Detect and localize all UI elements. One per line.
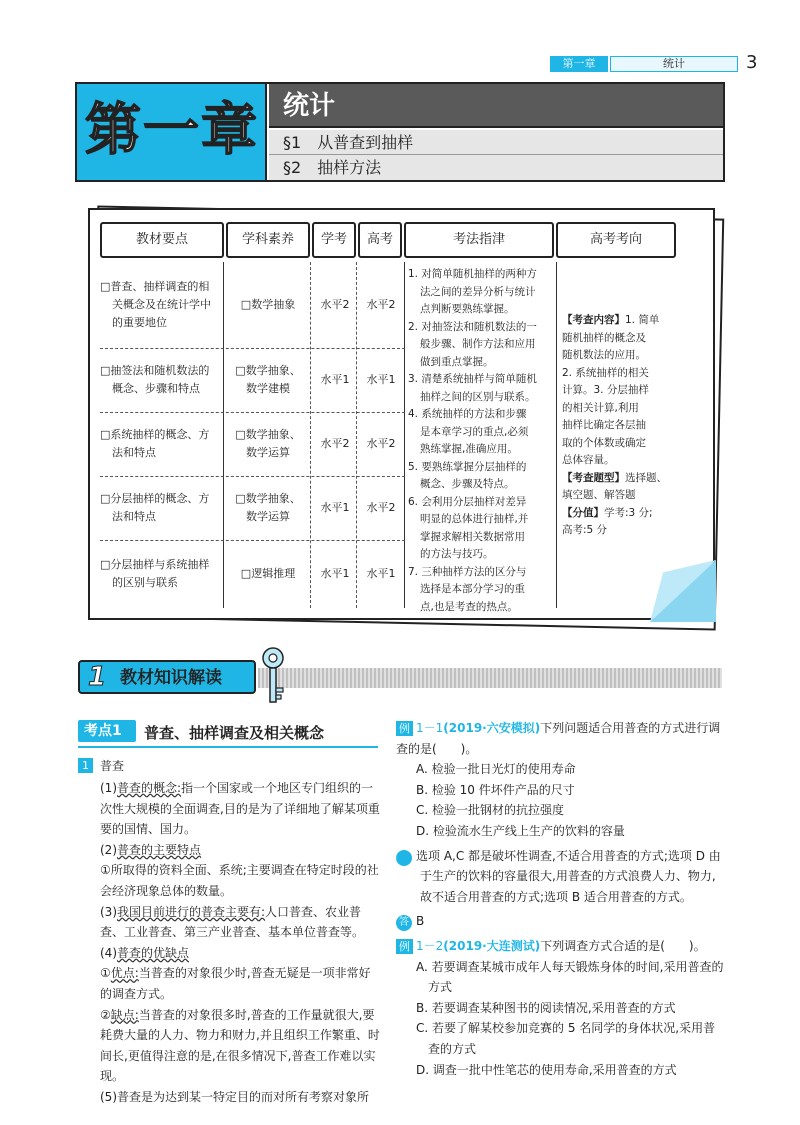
cell-gaokao: 水平2	[366, 501, 396, 514]
section-1-title: §1 从普查到抽样	[269, 130, 723, 155]
kaodian-tag: 考点1	[78, 720, 136, 742]
running-header	[550, 52, 760, 74]
kaodian-title: 普查、抽样调查及相关概念	[144, 724, 325, 742]
example-1-solution: 解 选项 A,C 都是破坏性调查,不适合用普查的方式;选项 D 由于生产的饮料的容量很大,用普查的方式浪费人力、物力,故不适合用普查的方式;选项 B 适合用普查的方式。	[387, 848, 721, 904]
option: B. 检验 10 件坏件产品的尺寸	[416, 782, 575, 797]
section-number: 1	[88, 662, 107, 692]
cell-point: □分层抽样与系统抽样 的区别与联系	[100, 558, 210, 589]
solution-tag: 解	[396, 850, 412, 866]
section-2-title: §2 抽样方法	[269, 155, 723, 180]
th-xuekao: 学考	[312, 222, 356, 258]
paragraph: (4)普查的优缺点	[100, 945, 190, 960]
option: D. 调查一批中性笔芯的使用寿命,采用普查的方式	[416, 1062, 677, 1077]
chapter-banner	[75, 82, 725, 182]
cell-xuekao: 水平1	[320, 373, 350, 386]
kaodian-underline	[78, 746, 378, 748]
th-method-guide: 考法指津	[404, 222, 554, 258]
th-key-points: 教材要点	[100, 222, 224, 258]
chapter-title: 第一章	[85, 98, 259, 163]
answer-tag: 答	[396, 915, 412, 931]
method-guide-text: 1. 对简单随机抽样的两种方 法之间的差异分析与统计 点判断要熟练掌握。 2. 对抽签法和随机数法的一 般步骤、制作方法和应用 做到重点掌握。 3. 清楚系统抽样与简单随机 抽样之间的区别与联系。 4. 系统抽样的方法和步骤 是本章学习的重点,必须 熟练掌握,准确应用。 5. 要熟练掌握分层抽样的 概念、步骤及特点。 6. 会利用分层抽样对差异 明显的总体进行抽样,并 掌握求解相关数据常用 的方法与技巧。 7. 三种抽样方法的区分与 选择是本部分学习的重 点,也是考查的热点。	[408, 268, 537, 613]
cell-point: □抽签法和随机数法的 概念、步骤和特点	[100, 364, 210, 395]
cell-literacy: □逻辑推理	[240, 567, 296, 580]
table-row	[100, 262, 400, 348]
example-1-question: 例 1－1(2019·六安模拟)下列问题适合用普查的方式进行调查的是( )。	[396, 721, 721, 756]
cell-literacy: □数学抽象、 数学建模	[235, 364, 301, 395]
th-direction: 高考考向	[556, 222, 676, 258]
option: D. 检验流水生产线上生产的饮料的容量	[416, 823, 625, 838]
subsection-label: 普查	[100, 759, 125, 773]
paragraph: (1)普查的概念:指一个国家或一个地区专门组织的一次性大规模的全面调查,目的是为了详细地了解某项重要的国情、国力。	[100, 781, 380, 837]
cell-point: □系统抽样的概念、方 法和特点	[100, 428, 210, 459]
example-tag: 例	[396, 721, 413, 736]
table-header	[100, 222, 680, 258]
section-title-box	[78, 660, 256, 694]
cell-literacy: □数学抽象、 数学运算	[235, 492, 301, 523]
key-icon	[258, 646, 288, 706]
cell-point: □分层抽样的概念、方 法和特点	[100, 492, 210, 523]
th-literacy: 学科素养	[226, 222, 310, 258]
paragraph: (5)普查是为达到某一特定目的而对所有考察对象所	[100, 1089, 369, 1104]
th-gaokao: 高考	[358, 222, 402, 258]
cell-literacy: □数学抽象	[240, 298, 296, 311]
paragraph: (2)普查的主要特点	[100, 842, 202, 857]
table-row	[100, 540, 400, 608]
subsection-number: 1	[78, 758, 93, 773]
paragraph: ①所取得的资料全面、系统;主要调查在特定时段的社会经济现象总体的数量。	[100, 863, 379, 898]
option: C. 检验一批钢材的抗拉强度	[416, 803, 565, 818]
option: C. 若要了解某校参加竞赛的 5 名同学的身体状况,采用普查的方式	[416, 1021, 716, 1056]
chapter-block	[77, 84, 267, 180]
cell-xuekao: 水平1	[320, 501, 350, 514]
exam-direction-text: 【考查内容】1. 简单 随机抽样的概念及 随机数法的应用。 2. 系统抽样的相关 计算。3. 分层抽样 的相关计算,利用 抽样比确定各层抽 取的个体数或确定 总体容量。 【考查题型】选择题、 填空题、解答题 【分值】学考:3 分; 高考:5 分	[562, 314, 667, 536]
cell-gaokao: 水平2	[366, 437, 396, 450]
cell-gaokao: 水平1	[366, 373, 396, 386]
kaodian-body	[78, 778, 380, 1108]
example-2-question: 例 1－2(2019·大连测试)下列调查方式合适的是( )。	[396, 936, 726, 957]
option: A. 若要调查某城市成年人每天锻炼身体的时间,采用普查的方式	[416, 959, 724, 995]
running-header-chapter: 第一章	[550, 56, 608, 72]
option: A. 检验一批日光灯的使用寿命	[416, 762, 576, 777]
paragraph: ②缺点:当普查的对象很多时,普查的工作量就很大,要耗费大量的人力、物力和财力,并且组织工作繁重、时间长,更值得注意的是,在很多情况下,普查工作难以实现。	[100, 1007, 380, 1084]
running-header-title: 统计	[610, 56, 738, 72]
section-title: 教材知识解读	[120, 668, 222, 688]
cell-gaokao: 水平2	[366, 298, 396, 311]
cell-gaokao: 水平1	[366, 567, 396, 580]
paragraph: ①优点:当普查的对象很少时,普查无疑是一项非常好的调查方式。	[100, 966, 371, 1001]
cell-xuekao: 水平2	[320, 437, 350, 450]
table-row	[100, 348, 400, 412]
table-row	[100, 476, 400, 540]
page-number: 3	[746, 52, 758, 73]
cell-literacy: □数学抽象、 数学运算	[235, 428, 301, 459]
section-header	[78, 660, 722, 694]
example-tag: 例	[396, 939, 413, 954]
paragraph: (3)我国目前进行的普查主要有:人口普查、农业普查、工业普查、第三产业普查、基本单位普查等。	[100, 904, 365, 940]
chapter-topic: 统计	[283, 91, 336, 121]
examples-column	[387, 718, 726, 1080]
option: B. 若要调查某种图书的阅读情况,采用普查的方式	[416, 1000, 676, 1015]
example-1-answer: 答 B	[396, 911, 726, 932]
cell-point: □普查、抽样调查的相 关概念及在统计学中 的重要地位	[100, 280, 211, 329]
table-row	[100, 412, 400, 476]
chapter-topic-bar	[269, 84, 723, 128]
cell-xuekao: 水平2	[320, 298, 350, 311]
header-stripe	[258, 668, 722, 688]
cell-xuekao: 水平1	[320, 567, 350, 580]
